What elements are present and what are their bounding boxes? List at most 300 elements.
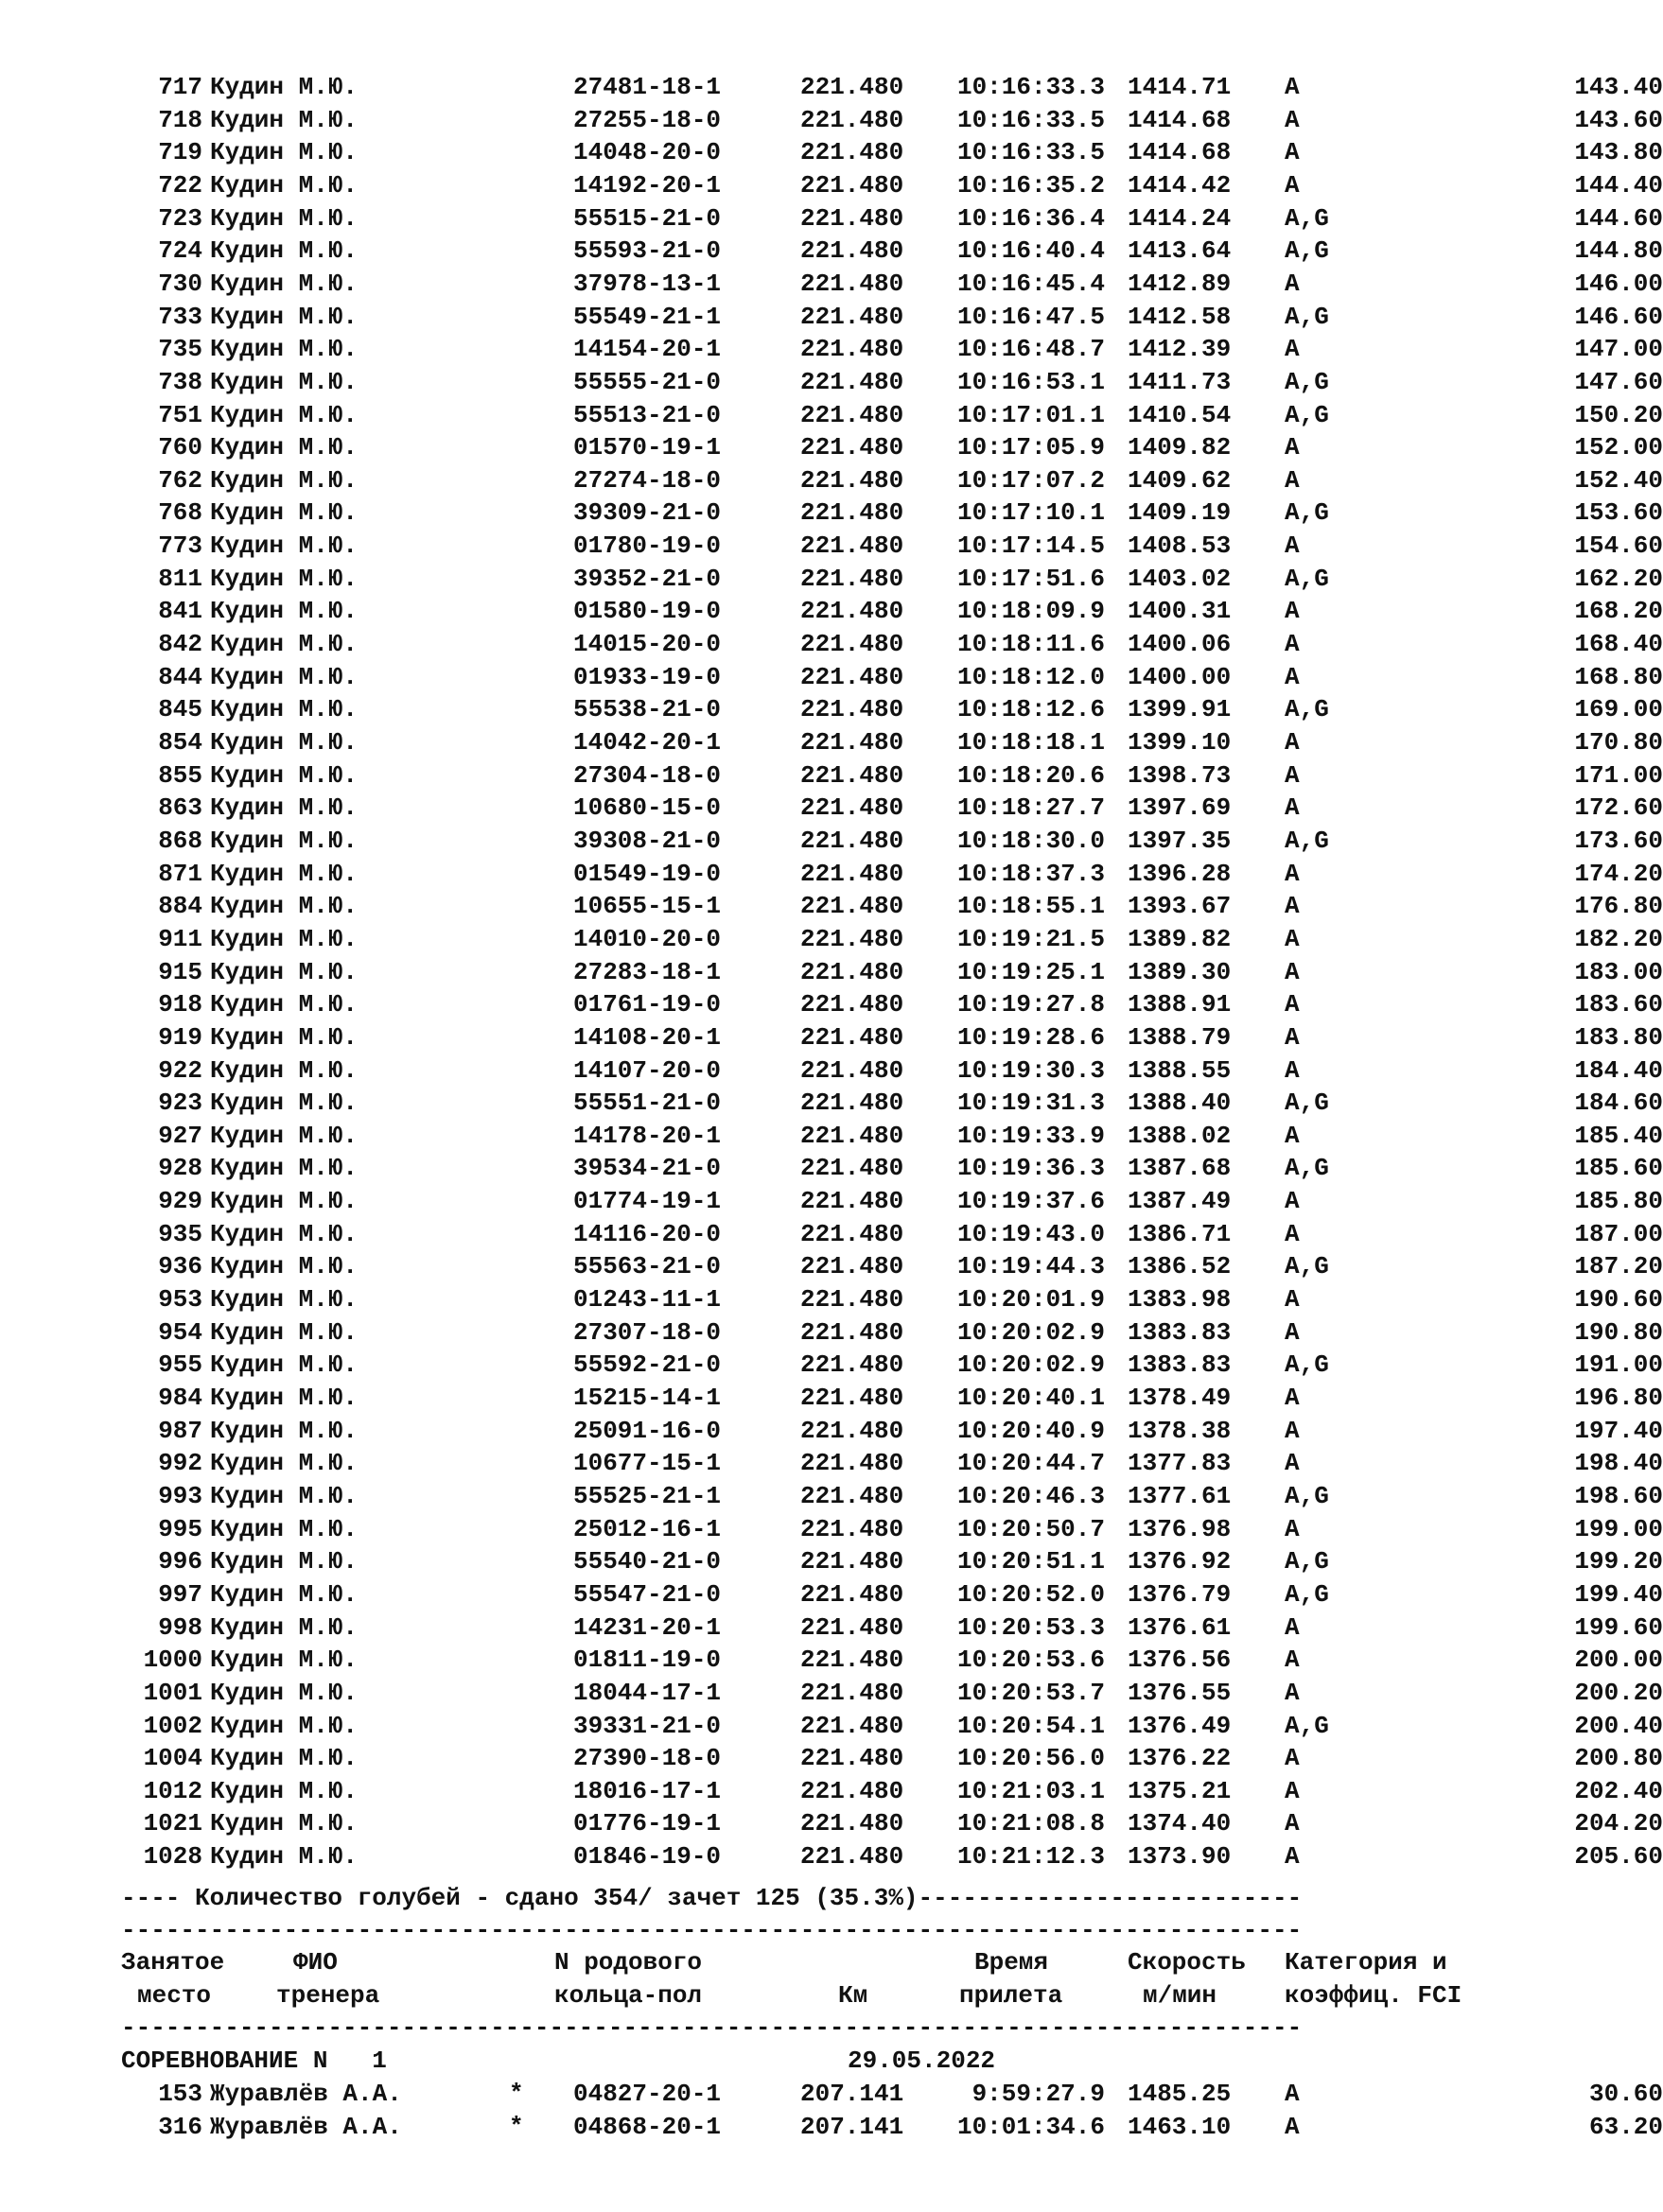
place-cell: 1000 — [143, 1646, 202, 1675]
speed-cell: 1383.83 — [1128, 1350, 1232, 1380]
trainer-name-cell: Кудин М.Ю. — [210, 236, 359, 266]
category-cell: A,G — [1285, 826, 1329, 855]
distance-cell: 221.480 — [800, 760, 904, 790]
ring-number-cell: 27283-18-1 — [573, 957, 722, 986]
header-place-1: Занятое — [121, 1948, 225, 1977]
ring-number-cell: 39308-21-0 — [573, 826, 722, 855]
category-cell: A,G — [1285, 236, 1329, 266]
place-cell: 927 — [158, 1121, 202, 1150]
speed-cell: 1376.98 — [1128, 1514, 1232, 1543]
distance-cell: 221.480 — [800, 1776, 904, 1805]
coefficient-cell: 199.20 — [1574, 1547, 1663, 1576]
speed-cell: 1399.91 — [1128, 695, 1232, 724]
trainer-name-cell: Кудин М.Ю. — [210, 1219, 359, 1248]
ring-number-cell: 55540-21-0 — [573, 1547, 722, 1576]
coefficient-cell: 187.00 — [1574, 1219, 1663, 1248]
distance-cell: 221.480 — [800, 1678, 904, 1707]
ring-number-cell: 55538-21-0 — [573, 695, 722, 724]
speed-cell: 1398.73 — [1128, 760, 1232, 790]
distance-cell: 221.480 — [800, 1744, 904, 1773]
distance-cell: 221.480 — [800, 1055, 904, 1085]
coefficient-cell: 147.00 — [1574, 335, 1663, 364]
place-cell: 760 — [158, 433, 202, 462]
speed-cell: 1377.61 — [1128, 1481, 1232, 1510]
coefficient-cell: 152.40 — [1574, 465, 1663, 495]
distance-cell: 221.480 — [800, 1711, 904, 1740]
arrival-time-cell: 10:20:56.0 — [956, 1744, 1105, 1773]
trainer-name-cell: Кудин М.Ю. — [210, 335, 359, 364]
place-cell: 1028 — [143, 1842, 202, 1872]
place-cell: 911 — [158, 924, 202, 953]
trainer-name-cell: Кудин М.Ю. — [210, 957, 359, 986]
category-cell: A — [1285, 335, 1300, 364]
ring-number-cell: 27274-18-0 — [573, 465, 722, 495]
header-km: Км — [838, 1981, 868, 2010]
ring-number-cell: 14048-20-0 — [573, 138, 722, 167]
trainer-name-cell: Кудин М.Ю. — [210, 498, 359, 528]
trainer-name-cell: Кудин М.Ю. — [210, 1579, 359, 1609]
ring-number-cell: 39352-21-0 — [573, 564, 722, 593]
ring-number-cell: 39309-21-0 — [573, 498, 722, 528]
arrival-time-cell: 10:18:12.6 — [956, 695, 1105, 724]
speed-cell: 1414.24 — [1128, 203, 1232, 233]
arrival-time-cell: 10:17:05.9 — [956, 433, 1105, 462]
ring-number-cell: 01774-19-1 — [573, 1187, 722, 1216]
place-cell: 844 — [158, 662, 202, 691]
category-cell: A — [1285, 2080, 1300, 2108]
trainer-name-cell: Кудин М.Ю. — [210, 1514, 359, 1543]
place-cell: 954 — [158, 1317, 202, 1347]
arrival-time-cell: 10:18:09.9 — [956, 597, 1105, 626]
category-cell: A,G — [1285, 695, 1329, 724]
trainer-name-cell: Кудин М.Ю. — [210, 728, 359, 757]
place-cell: 762 — [158, 465, 202, 495]
ring-number-cell: 39331-21-0 — [573, 1711, 722, 1740]
place-cell: 1004 — [143, 1744, 202, 1773]
coefficient-cell: 199.60 — [1574, 1612, 1663, 1642]
category-cell: A,G — [1285, 367, 1329, 396]
ring-number-cell: 55547-21-0 — [573, 1579, 722, 1609]
ring-number-cell: 04868-20-1 — [573, 2113, 722, 2141]
coefficient-cell: 200.40 — [1574, 1711, 1663, 1740]
place-cell: 998 — [158, 1612, 202, 1642]
distance-cell: 207.141 — [800, 2080, 904, 2108]
place-cell: 841 — [158, 597, 202, 626]
place-cell: 723 — [158, 203, 202, 233]
place-cell: 730 — [158, 269, 202, 298]
arrival-time-cell: 10:19:30.3 — [956, 1055, 1105, 1085]
header-ring-1: N родового — [554, 1948, 703, 1977]
ring-number-cell: 55563-21-0 — [573, 1252, 722, 1281]
coefficient-cell: 190.60 — [1574, 1285, 1663, 1315]
place-cell: 987 — [158, 1416, 202, 1445]
speed-cell: 1376.61 — [1128, 1612, 1232, 1642]
coefficient-cell: 196.80 — [1574, 1384, 1663, 1412]
speed-cell: 1396.28 — [1128, 859, 1232, 888]
distance-cell: 221.480 — [800, 170, 904, 200]
category-cell: A,G — [1285, 1350, 1329, 1380]
divider-top: -------------------------------------------------------------------------------- — [121, 1916, 1303, 1944]
coefficient-cell: 30.60 — [1588, 2080, 1663, 2108]
place-cell: 919 — [158, 1022, 202, 1052]
distance-cell: 221.480 — [800, 138, 904, 167]
distance-cell: 221.480 — [800, 662, 904, 691]
header-category-2: коэффиц. FCI — [1285, 1981, 1462, 2010]
speed-cell: 1414.71 — [1128, 73, 1232, 101]
arrival-time-cell: 10:16:40.4 — [956, 236, 1105, 266]
coefficient-cell: 150.20 — [1574, 400, 1663, 429]
trainer-name-cell: Кудин М.Ю. — [210, 1481, 359, 1510]
arrival-time-cell: 10:20:50.7 — [956, 1514, 1105, 1543]
speed-cell: 1376.92 — [1128, 1547, 1232, 1576]
coefficient-cell: 153.60 — [1574, 498, 1663, 528]
speed-cell: 1386.52 — [1128, 1252, 1232, 1281]
arrival-time-cell: 10:20:46.3 — [956, 1481, 1105, 1510]
ring-number-cell: 01580-19-0 — [573, 597, 722, 626]
trainer-name-cell: Кудин М.Ю. — [210, 760, 359, 790]
category-cell: A — [1285, 793, 1300, 823]
coefficient-cell: 172.60 — [1574, 793, 1663, 823]
category-cell: A — [1285, 1384, 1300, 1412]
trainer-name-cell: Кудин М.Ю. — [210, 73, 359, 101]
speed-cell: 1403.02 — [1128, 564, 1232, 593]
trainer-name-cell: Кудин М.Ю. — [210, 1154, 359, 1183]
trainer-name-cell: Кудин М.Ю. — [210, 1121, 359, 1150]
speed-cell: 1408.53 — [1128, 531, 1232, 561]
place-cell: 993 — [158, 1481, 202, 1510]
coefficient-cell: 184.60 — [1574, 1089, 1663, 1118]
category-cell: A,G — [1285, 498, 1329, 528]
place-cell: 984 — [158, 1384, 202, 1412]
place-cell: 935 — [158, 1219, 202, 1248]
trainer-name-cell: Кудин М.Ю. — [210, 138, 359, 167]
category-cell: A — [1285, 433, 1300, 462]
coefficient-cell: 200.80 — [1574, 1744, 1663, 1773]
ring-number-cell: 14010-20-0 — [573, 924, 722, 953]
speed-cell: 1399.10 — [1128, 728, 1232, 757]
ring-number-cell: 01570-19-1 — [573, 433, 722, 462]
distance-cell: 221.480 — [800, 1089, 904, 1118]
trainer-name-cell: Кудин М.Ю. — [210, 531, 359, 561]
arrival-time-cell: 10:19:33.9 — [956, 1121, 1105, 1150]
speed-cell: 1409.19 — [1128, 498, 1232, 528]
distance-cell: 221.480 — [800, 1646, 904, 1675]
trainer-name-cell: Журавлёв А.А. — [210, 2080, 402, 2108]
coefficient-cell: 197.40 — [1574, 1416, 1663, 1445]
category-cell: A — [1285, 1744, 1300, 1773]
speed-cell: 1386.71 — [1128, 1219, 1232, 1248]
place-cell: 923 — [158, 1089, 202, 1118]
ring-number-cell: 01776-19-1 — [573, 1809, 722, 1838]
trainer-name-cell: Кудин М.Ю. — [210, 1416, 359, 1445]
coefficient-cell: 173.60 — [1574, 826, 1663, 855]
arrival-time-cell: 10:16:36.4 — [956, 203, 1105, 233]
place-cell: 811 — [158, 564, 202, 593]
speed-cell: 1387.49 — [1128, 1187, 1232, 1216]
speed-cell: 1413.64 — [1128, 236, 1232, 266]
trainer-name-cell: Кудин М.Ю. — [210, 1449, 359, 1478]
place-cell: 871 — [158, 859, 202, 888]
trainer-name-cell: Кудин М.Ю. — [210, 859, 359, 888]
ring-number-cell: 18016-17-1 — [573, 1776, 722, 1805]
place-cell: 1001 — [143, 1678, 202, 1707]
header-speed-1: Скорость — [1128, 1948, 1246, 1977]
distance-cell: 221.480 — [800, 1809, 904, 1838]
distance-cell: 221.480 — [800, 597, 904, 626]
distance-cell: 221.480 — [800, 1350, 904, 1380]
arrival-time-cell: 10:16:33.3 — [956, 73, 1105, 101]
trainer-name-cell: Кудин М.Ю. — [210, 1842, 359, 1872]
coefficient-cell: 199.00 — [1574, 1514, 1663, 1543]
category-cell: A — [1285, 630, 1300, 659]
arrival-time-cell: 10:01:34.6 — [956, 2113, 1105, 2141]
ring-number-cell: 18044-17-1 — [573, 1678, 722, 1707]
coefficient-cell: 198.40 — [1574, 1449, 1663, 1478]
ring-number-cell: 37978-13-1 — [573, 269, 722, 298]
arrival-time-cell: 10:16:48.7 — [956, 335, 1105, 364]
speed-cell: 1400.31 — [1128, 597, 1232, 626]
category-cell: A — [1285, 105, 1300, 134]
arrival-time-cell: 10:19:21.5 — [956, 924, 1105, 953]
coefficient-cell: 205.60 — [1574, 1842, 1663, 1872]
distance-cell: 221.480 — [800, 1481, 904, 1510]
distance-cell: 221.480 — [800, 1842, 904, 1872]
speed-cell: 1393.67 — [1128, 892, 1232, 921]
coefficient-cell: 199.40 — [1574, 1579, 1663, 1609]
ring-number-cell: 27255-18-0 — [573, 105, 722, 134]
arrival-time-cell: 10:20:54.1 — [956, 1711, 1105, 1740]
speed-cell: 1411.73 — [1128, 367, 1232, 396]
coefficient-cell: 63.20 — [1588, 2113, 1663, 2141]
trainer-name-cell: Кудин М.Ю. — [210, 564, 359, 593]
place-cell: 854 — [158, 728, 202, 757]
arrival-time-cell: 10:20:52.0 — [956, 1579, 1105, 1609]
category-cell: A,G — [1285, 1089, 1329, 1118]
place-cell: 735 — [158, 335, 202, 364]
arrival-time-cell: 10:18:12.0 — [956, 662, 1105, 691]
arrival-time-cell: 10:16:33.5 — [956, 105, 1105, 134]
trainer-name-cell: Кудин М.Ю. — [210, 1089, 359, 1118]
header-category-1: Категория и — [1285, 1948, 1447, 1977]
trainer-name-cell: Кудин М.Ю. — [210, 203, 359, 233]
arrival-time-cell: 10:17:10.1 — [956, 498, 1105, 528]
trainer-name-cell: Кудин М.Ю. — [210, 1350, 359, 1380]
ring-number-cell: 55555-21-0 — [573, 367, 722, 396]
category-cell: A,G — [1285, 1481, 1329, 1510]
distance-cell: 221.480 — [800, 433, 904, 462]
arrival-time-cell: 10:18:30.0 — [956, 826, 1105, 855]
coefficient-cell: 170.80 — [1574, 728, 1663, 757]
arrival-time-cell: 10:19:25.1 — [956, 957, 1105, 986]
coefficient-cell: 168.20 — [1574, 597, 1663, 626]
speed-cell: 1388.79 — [1128, 1022, 1232, 1052]
distance-cell: 221.480 — [800, 1022, 904, 1052]
place-cell: 918 — [158, 990, 202, 1019]
distance-cell: 221.480 — [800, 1285, 904, 1315]
ring-number-cell: 14108-20-1 — [573, 1022, 722, 1052]
distance-cell: 221.480 — [800, 564, 904, 593]
category-cell: A,G — [1285, 1252, 1329, 1281]
speed-cell: 1378.49 — [1128, 1384, 1232, 1412]
trainer-name-cell: Кудин М.Ю. — [210, 302, 359, 331]
speed-cell: 1387.68 — [1128, 1154, 1232, 1183]
arrival-time-cell: 10:21:12.3 — [956, 1842, 1105, 1872]
distance-cell: 221.480 — [800, 1449, 904, 1478]
distance-cell: 221.480 — [800, 1384, 904, 1412]
ring-number-cell: 27481-18-1 — [573, 73, 722, 101]
place-cell: 997 — [158, 1579, 202, 1609]
arrival-time-cell: 10:19:36.3 — [956, 1154, 1105, 1183]
ring-number-cell: 27390-18-0 — [573, 1744, 722, 1773]
distance-cell: 221.480 — [800, 892, 904, 921]
distance-cell: 221.480 — [800, 1547, 904, 1576]
distance-cell: 221.480 — [800, 793, 904, 823]
header-time-2: прилета — [959, 1981, 1063, 2010]
speed-cell: 1400.00 — [1128, 662, 1232, 691]
distance-cell: 221.480 — [800, 269, 904, 298]
distance-cell: 221.480 — [800, 1579, 904, 1609]
divider-bottom: -------------------------------------------------------------------------------- — [121, 2013, 1303, 2042]
place-cell: 992 — [158, 1449, 202, 1478]
trainer-name-cell: Кудин М.Ю. — [210, 695, 359, 724]
ring-number-cell: 55525-21-1 — [573, 1481, 722, 1510]
place-cell: 316 — [158, 2113, 202, 2141]
header-place-2: место — [137, 1981, 212, 2010]
ring-number-cell: 55593-21-0 — [573, 236, 722, 266]
ring-number-cell: 10677-15-1 — [573, 1449, 722, 1478]
arrival-time-cell: 10:16:53.1 — [956, 367, 1105, 396]
competition-label: СОРЕВНОВАНИЕ N 1 — [121, 2047, 387, 2075]
place-cell: 773 — [158, 531, 202, 561]
distance-cell: 221.480 — [800, 1252, 904, 1281]
coefficient-cell: 168.80 — [1574, 662, 1663, 691]
trainer-name-cell: Кудин М.Ю. — [210, 1744, 359, 1773]
trainer-name-cell: Кудин М.Ю. — [210, 1285, 359, 1315]
arrival-time-cell: 10:20:44.7 — [956, 1449, 1105, 1478]
arrival-time-cell: 10:19:31.3 — [956, 1089, 1105, 1118]
category-cell: A — [1285, 1514, 1300, 1543]
coefficient-cell: 143.60 — [1574, 105, 1663, 134]
coefficient-cell: 169.00 — [1574, 695, 1663, 724]
trainer-name-cell: Кудин М.Ю. — [210, 465, 359, 495]
place-cell: 936 — [158, 1252, 202, 1281]
distance-cell: 221.480 — [800, 859, 904, 888]
trainer-name-cell: Кудин М.Ю. — [210, 1678, 359, 1707]
trainer-name-cell: Кудин М.Ю. — [210, 892, 359, 921]
arrival-time-cell: 10:20:53.7 — [956, 1678, 1105, 1707]
arrival-time-cell: 10:20:02.9 — [956, 1350, 1105, 1380]
ring-number-cell: 14178-20-1 — [573, 1121, 722, 1150]
speed-cell: 1389.82 — [1128, 924, 1232, 953]
arrival-time-cell: 10:17:07.2 — [956, 465, 1105, 495]
coefficient-cell: 185.40 — [1574, 1121, 1663, 1150]
ring-number-cell: 55549-21-1 — [573, 302, 722, 331]
place-cell: 719 — [158, 138, 202, 167]
coefficient-cell: 183.80 — [1574, 1022, 1663, 1052]
speed-cell: 1376.55 — [1128, 1678, 1232, 1707]
trainer-name-cell: Кудин М.Ю. — [210, 1317, 359, 1347]
ring-number-cell: 01933-19-0 — [573, 662, 722, 691]
arrival-time-cell: 10:17:01.1 — [956, 400, 1105, 429]
speed-cell: 1383.83 — [1128, 1317, 1232, 1347]
place-cell: 1002 — [143, 1711, 202, 1740]
distance-cell: 221.480 — [800, 1514, 904, 1543]
distance-cell: 221.480 — [800, 236, 904, 266]
speed-cell: 1376.56 — [1128, 1646, 1232, 1675]
coefficient-cell: 144.40 — [1574, 170, 1663, 200]
distance-cell: 221.480 — [800, 826, 904, 855]
distance-cell: 221.480 — [800, 105, 904, 134]
ring-number-cell: 14042-20-1 — [573, 728, 722, 757]
ring-number-cell: 14192-20-1 — [573, 170, 722, 200]
summary-line: ---- Количество голубей - сдано 354/ зачет 125 (35.3%)-------------------------- — [121, 1884, 1303, 1912]
speed-cell: 1400.06 — [1128, 630, 1232, 659]
coefficient-cell: 168.40 — [1574, 630, 1663, 659]
arrival-time-cell: 10:19:28.6 — [956, 1022, 1105, 1052]
category-cell: A — [1285, 1219, 1300, 1248]
arrival-time-cell: 10:19:44.3 — [956, 1252, 1105, 1281]
speed-cell: 1383.98 — [1128, 1285, 1232, 1315]
distance-cell: 221.480 — [800, 498, 904, 528]
ring-number-cell: 01549-19-0 — [573, 859, 722, 888]
coefficient-cell: 191.00 — [1574, 1350, 1663, 1380]
header-speed-2: м/мин — [1143, 1981, 1217, 2010]
arrival-time-cell: 10:18:11.6 — [956, 630, 1105, 659]
place-cell: 153 — [158, 2080, 202, 2108]
speed-cell: 1388.40 — [1128, 1089, 1232, 1118]
category-cell: A — [1285, 1121, 1300, 1150]
trainer-name-cell: Кудин М.Ю. — [210, 433, 359, 462]
ring-number-cell: 55551-21-0 — [573, 1089, 722, 1118]
coefficient-cell: 202.40 — [1574, 1776, 1663, 1805]
category-cell: A,G — [1285, 400, 1329, 429]
trainer-name-cell: Кудин М.Ю. — [210, 170, 359, 200]
arrival-time-cell: 10:16:45.4 — [956, 269, 1105, 298]
arrival-time-cell: 10:18:20.6 — [956, 760, 1105, 790]
trainer-name-cell: Кудин М.Ю. — [210, 400, 359, 429]
ring-number-cell: 01243-11-1 — [573, 1285, 722, 1315]
category-cell: A — [1285, 597, 1300, 626]
category-cell: A — [1285, 531, 1300, 561]
speed-cell: 1389.30 — [1128, 957, 1232, 986]
coefficient-cell: 152.00 — [1574, 433, 1663, 462]
distance-cell: 221.480 — [800, 465, 904, 495]
trainer-name-cell: Кудин М.Ю. — [210, 826, 359, 855]
ring-number-cell: 01846-19-0 — [573, 1842, 722, 1872]
coefficient-cell: 185.80 — [1574, 1187, 1663, 1216]
place-cell: 955 — [158, 1350, 202, 1380]
place-cell: 1021 — [143, 1809, 202, 1838]
distance-cell: 221.480 — [800, 203, 904, 233]
place-cell: 868 — [158, 826, 202, 855]
category-cell: A,G — [1285, 1154, 1329, 1183]
arrival-time-cell: 10:21:03.1 — [956, 1776, 1105, 1805]
category-cell: A — [1285, 269, 1300, 298]
header-name-1: ФИО — [293, 1948, 338, 1977]
place-cell: 863 — [158, 793, 202, 823]
place-cell: 718 — [158, 105, 202, 134]
trainer-name-cell: Кудин М.Ю. — [210, 1252, 359, 1281]
trainer-name-cell: Кудин М.Ю. — [210, 1776, 359, 1805]
category-cell: A — [1285, 1646, 1300, 1675]
place-cell: 996 — [158, 1547, 202, 1576]
coefficient-cell: 162.20 — [1574, 564, 1663, 593]
trainer-name-cell: Кудин М.Ю. — [210, 597, 359, 626]
ring-number-cell: 10680-15-0 — [573, 793, 722, 823]
trainer-name-cell: Кудин М.Ю. — [210, 1612, 359, 1642]
ring-number-cell: 14154-20-1 — [573, 335, 722, 364]
trainer-name-cell: Кудин М.Ю. — [210, 662, 359, 691]
